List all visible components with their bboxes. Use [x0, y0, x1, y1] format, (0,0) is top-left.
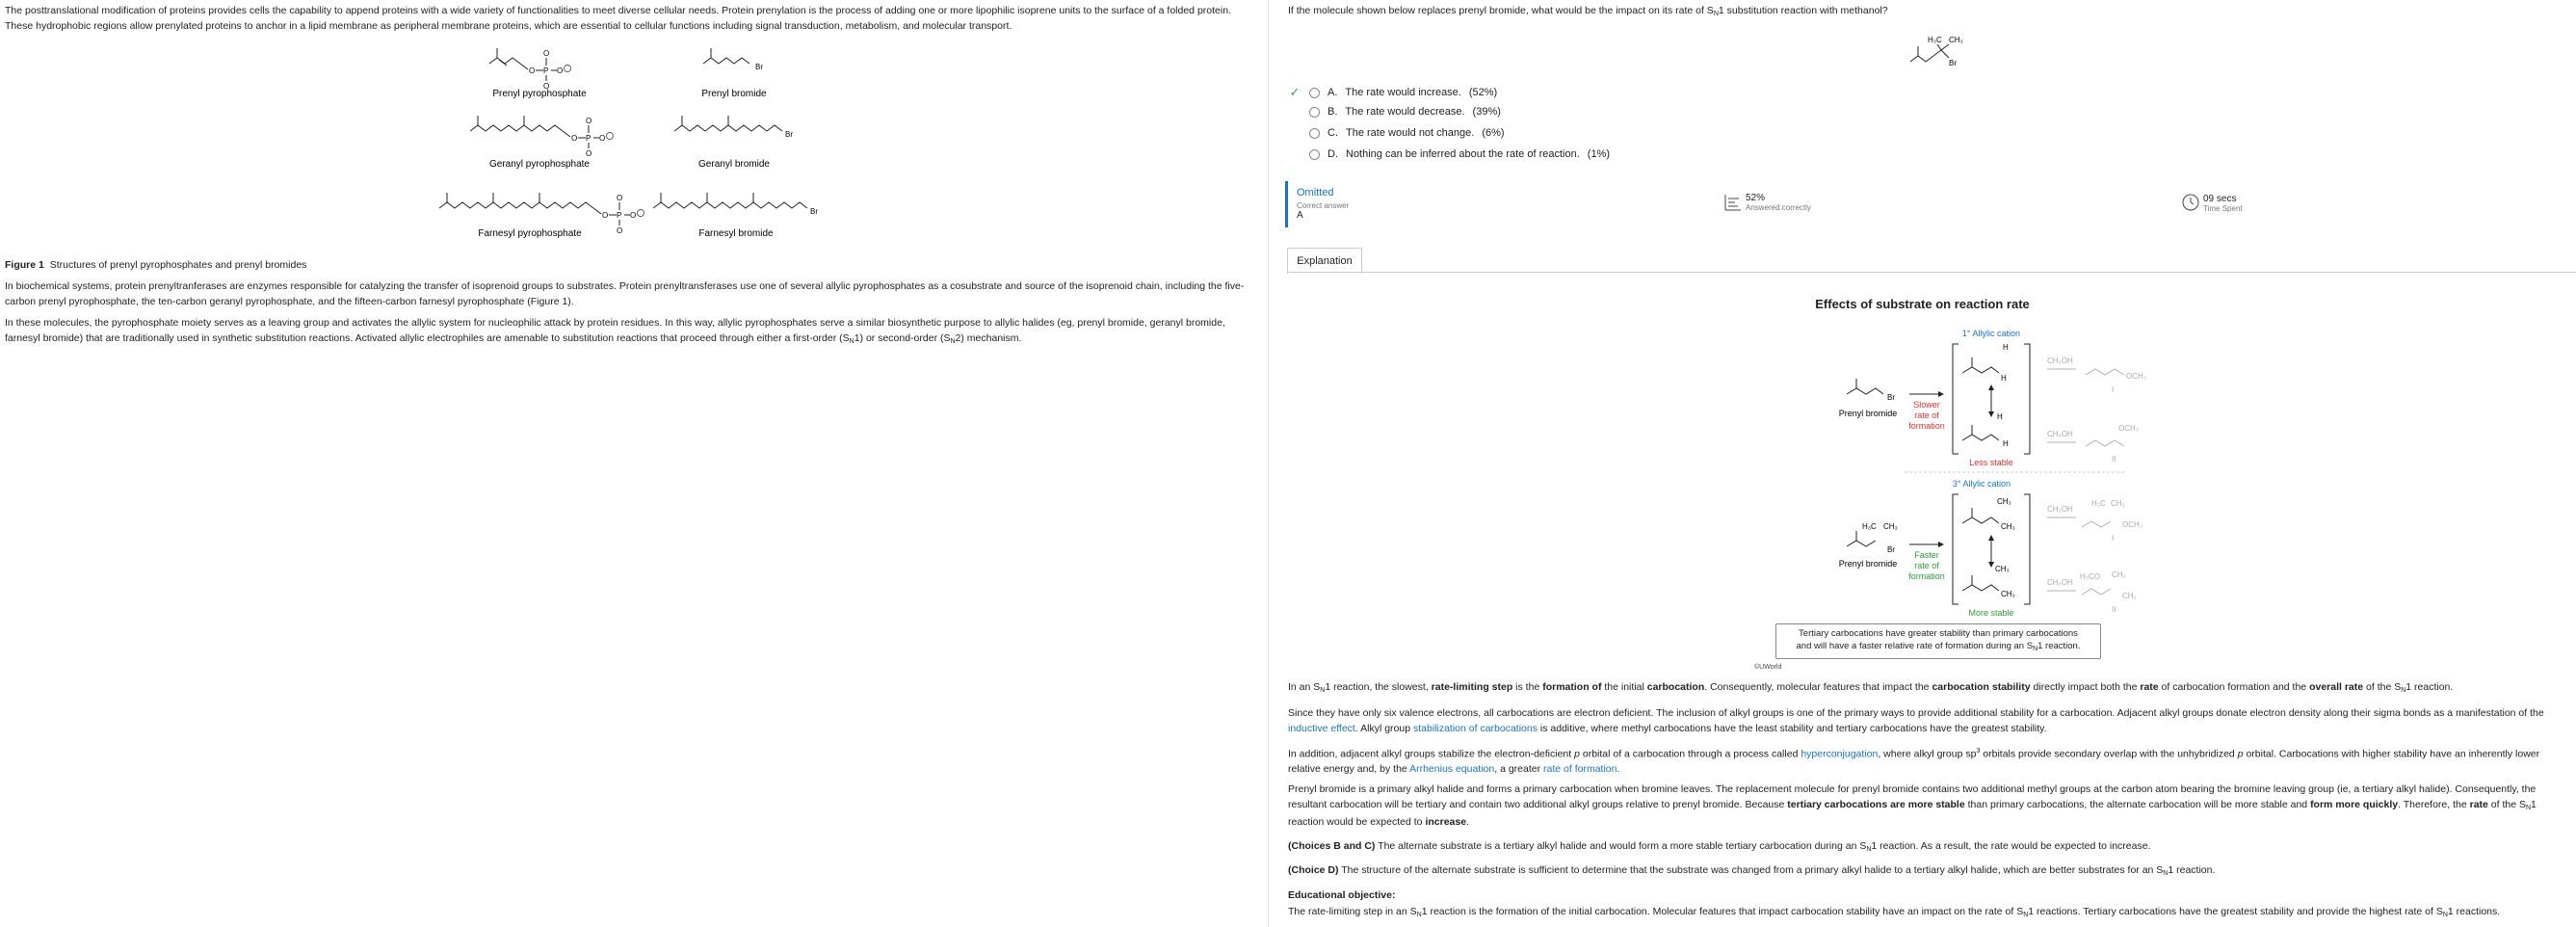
link-hyperconjugation[interactable]: hyperconjugation — [1801, 748, 1879, 760]
svg-text:OCH₃: OCH₃ — [2118, 424, 2140, 433]
explanation-para-6: (Choice D) The structure of the alternate substrate is sufficient to determine that the substrate was changed from a primary alkyl halide to a tertiary alkyl halide, which are better substrates for an $S_N1$ reaction. — [1288, 864, 2216, 877]
bar-chart-icon — [1723, 193, 1743, 212]
geranyl-pyrophosphate-label: Geranyl pyrophosphate — [489, 159, 590, 170]
svg-text:Br: Br — [1887, 393, 1895, 402]
reaction-scheme — [1837, 323, 2242, 670]
radio-b[interactable] — [1309, 107, 1320, 118]
percent-correct: 52% — [1746, 193, 1766, 203]
svg-text:Br: Br — [1949, 59, 1957, 67]
svg-text:CH₃OH: CH₃OH — [2047, 578, 2073, 587]
choice-b[interactable]: B. The rate would decrease. (39%) — [1288, 106, 1501, 118]
svg-text:CH₃: CH₃ — [1997, 497, 2011, 506]
svg-text:CH₃: CH₃ — [2122, 592, 2137, 600]
svg-text:Prenyl bromide: Prenyl bromide — [1838, 409, 1898, 418]
svg-text:H: H — [2003, 439, 2009, 448]
educational-objective-title: Educational objective: — [1288, 889, 1396, 901]
explanation-para-4: Prenyl bromide is a primary alkyl halide and forms a primary carbocation when bromine leaves. The replacement molecule for prenyl bromide contains two additional methyl groups at the carbon atom bearing the bromine leaving group (ie, a tertiary alkyl halide). Consequently, the resultant carbocation will be tertiary and contain two additional alkyl groups relative to prenyl bromide. Because tertiary carbocations are more stable than primary carbocations, the alternate carbocation will be more stable and form more quickly. Therefore, the rate of the $S_N1$ reaction would be expected to increase. — [1288, 783, 2537, 828]
svg-text:I: I — [2112, 534, 2115, 543]
correct-check-icon: ✓ — [1289, 85, 1301, 99]
svg-text:1° Allylic cation: 1° Allylic cation — [1961, 329, 2021, 338]
radio-d[interactable] — [1309, 149, 1320, 160]
omitted-status: Omitted — [1297, 187, 1334, 199]
figure-caption-text: Structures of prenyl pyrophosphates and prenyl bromides — [49, 259, 307, 271]
choice-d[interactable]: D. Nothing can be inferred about the rate of reaction. (1%) — [1288, 148, 1610, 160]
tab-explanation[interactable]: Explanation — [1287, 248, 1362, 274]
radio-c[interactable] — [1309, 128, 1320, 139]
svg-text:CH₃OH: CH₃OH — [2047, 505, 2073, 514]
choice-a[interactable]: ✓ A. The rate would increase. (52%) — [1289, 85, 1498, 99]
svg-text:formation: formation — [1908, 421, 1945, 431]
link-stabilization-of-carbocations[interactable]: stabilization of carbocations — [1412, 722, 1538, 734]
svg-text:Prenyl bromide: Prenyl bromide — [1838, 559, 1898, 569]
svg-text:CH₃: CH₃ — [1995, 565, 2010, 573]
choice-c[interactable]: C. The rate would not change. (6%) — [1288, 127, 1505, 139]
correct-answer-value: A — [1297, 210, 1303, 221]
svg-text:Faster: Faster — [1914, 550, 1939, 560]
prenyl-pyrophosphate-label: Prenyl pyrophosphate — [492, 89, 587, 99]
geranyl-pyrophosphate-structure — [470, 116, 614, 158]
educational-objective-text: The rate-limiting step in an $S_N1$ reaction is the formation of the initial carbocation. Molecular features that impact carbocation stability have an impact on the rate of $S_N1$ reactions. Tertiary carbocations have the greatest stability and provide the highest rate of $S_N1$ reactions. — [1288, 906, 2501, 918]
question-stem: If the molecule shown below replaces prenyl bromide, what would be the impact on its rate of $S_N1$ substitution reaction with methanol? — [1288, 5, 1888, 17]
svg-text:rate of: rate of — [1914, 561, 1939, 570]
svg-text:II: II — [2112, 455, 2116, 464]
svg-text:formation: formation — [1908, 571, 1945, 581]
svg-text:OCH₃: OCH₃ — [2122, 520, 2143, 529]
svg-text:More stable: More stable — [1968, 608, 2014, 618]
farnesyl-bromide-label: Farnesyl bromide — [698, 228, 774, 239]
prenyl-bromide-structure — [703, 48, 763, 71]
svg-text:H₃C: H₃C — [1928, 36, 1942, 44]
link-arrhenius-equation[interactable]: Arrhenius equation — [1409, 763, 1495, 775]
explanation-para-1: In an $S_N1$ reaction, the slowest, rate-limiting step is the formation of the initial carbocation. Consequently, molecular features that impact the carbocation stability directly impact both the rate of carbocation formation and the overall rate of the $S_N1$ reaction. — [1288, 681, 2454, 694]
tab-underline — [1287, 272, 2576, 273]
radio-a[interactable] — [1309, 88, 1320, 98]
time-spent: 09 secs — [2203, 194, 2237, 204]
explanation-para-3: In addition, adjacent alkyl groups stabilize the electron-deficient p orbital of a carbocation through a process called hyperconjugation, where alkyl group $sp^3$ orbitals provide secondary overlap with the unhybridized p orbital. Carbocations with higher stability have an inherently lower relative energy and, by the Arrhenius equation, a greater rate of formation. — [1288, 748, 2540, 775]
bromine-label: Br — [810, 207, 818, 216]
farnesyl-bromide-structure — [653, 193, 818, 216]
passage-pane — [0, 0, 1268, 927]
svg-text:CH₃: CH₃ — [2001, 590, 2015, 598]
link-inductive-effect[interactable]: inductive effect — [1288, 722, 1355, 734]
bromine-label: Br — [755, 63, 763, 71]
svg-text:Br: Br — [1887, 545, 1895, 554]
svg-text:Less stable: Less stable — [1969, 458, 2013, 467]
svg-text:CH₃: CH₃ — [1949, 36, 1963, 44]
prenyl-bromide-label: Prenyl bromide — [701, 89, 767, 99]
geranyl-bromide-label: Geranyl bromide — [698, 159, 770, 170]
figure-number: Figure 1 — [5, 259, 44, 271]
explanation-title: Effects of substrate on reaction rate — [1815, 297, 2030, 311]
figure-1: O P O O Prenyl pyrophosphate Br Prenyl bromide Geranyl pyrophosphate Br Geranyl bromide Farnesyl pyrophosphate Br Farnesyl bromide — [9, 38, 818, 239]
link-rate-of-formation[interactable]: rate of formation — [1543, 763, 1617, 775]
clock-icon — [2182, 194, 2199, 211]
svg-text:H₃CO: H₃CO — [2080, 572, 2101, 581]
svg-text:CH₃: CH₃ — [2112, 570, 2126, 579]
passage-intro: The posttranslational modification of proteins provides cells the capability to append proteins with a wide variety of functionalities to meet diverse cellular needs. Protein prenylation is the process of adding one or more lipophilic isoprene units to the surface of a folded protein. These hydrophobic regions allow prenylated proteins to anchor in a lipid membrane as peripheral membrane proteins, which are essential to cellular functions including signal transduction, metabolism, and molecular transport. — [5, 5, 1231, 32]
scheme-note-box: Tertiary carbocations have greater stability than primary carbocations and will have a faster relative rate of formation during an $S_N1$ reaction. — [1775, 623, 2101, 659]
svg-text:CH₃OH: CH₃OH — [2047, 357, 2073, 365]
explanation-para-2: Since they have only six valence electrons, all carbocations are electron deficient. The inclusion of alkyl groups is one of the primary ways to provide additional stability for a carbocation. Adjacent alkyl groups donate electron density along their sigma bonds as a manifestation of the inductive effect. Alkyl group stabilization of carbocations is additive, where methyl carbocations have the least stability and tertiary carbocations have the greatest stability. — [1288, 707, 2544, 734]
svg-text:II: II — [2112, 605, 2116, 614]
svg-text:CH₃OH: CH₃OH — [2047, 430, 2073, 438]
svg-text:Slower: Slower — [1913, 400, 1940, 410]
passage-para-2: In biochemical systems, protein prenyltranferases are enzymes responsible for catalyzing the transfer of isoprenoid groups to substrates. Protein prenyltransferases use one of several allylic pyrophosphates as a cosubstrate and source of the isoprenoid chain, including the five-carbon prenyl pyrophosphate, the ten-carbon geranyl pyrophosphate, and the fifteen-carbon farnesyl pyrophosphate (Figure 1). — [5, 280, 1245, 307]
svg-text:H: H — [1997, 412, 2003, 421]
copyright: ©UWorld — [1754, 664, 1782, 671]
question-pane — [1269, 0, 2576, 927]
answer-stats-bar: Omitted Correct answer A 52% Answered correctly 09 secs Time Spent — [1285, 181, 2576, 227]
svg-text:CH₃: CH₃ — [1883, 522, 1898, 531]
prenyl-pyrophosphate-structure — [489, 48, 571, 91]
bromine-label: Br — [785, 130, 793, 139]
svg-text:H: H — [2003, 343, 2009, 352]
svg-text:3° Allylic cation: 3° Allylic cation — [1952, 479, 2011, 489]
svg-text:CH₃: CH₃ — [2111, 499, 2125, 508]
passage-para-3: In these molecules, the pyrophosphate moiety serves as a leaving group and activates the allylic system for nucleophilic attack by protein residues. In this way, allylic pyrophosphates serve a similar biosynthetic purpose to allylic halides (eg, prenyl bromide, geranyl bromide, farnesyl bromide) that are traditionally used in synthetic substitution reactions. Activated allylic electrophiles are amenable to substitution reactions that proceed through either a first-order $(S_N1)$ or second-order $(S_N2)$ mechanism. — [5, 317, 1225, 345]
svg-text:H₃C: H₃C — [2091, 499, 2106, 508]
replacement-molecule — [1906, 29, 1984, 77]
svg-text:H₃C: H₃C — [1862, 522, 1877, 531]
svg-text:I: I — [2112, 385, 2115, 394]
figure-caption — [5, 258, 306, 274]
geranyl-bromide-structure — [674, 116, 793, 139]
svg-text:OCH₃: OCH₃ — [2126, 372, 2147, 381]
svg-text:H: H — [2001, 374, 2007, 383]
svg-text:rate of: rate of — [1914, 411, 1939, 420]
farnesyl-pyrophosphate-label: Farnesyl pyrophosphate — [478, 228, 582, 239]
svg-text:CH₃: CH₃ — [2001, 522, 2015, 531]
explanation-para-5: (Choices B and C) The alternate substrate is a tertiary alkyl halide and would form a more stable tertiary carbocation during an $S_N1$ reaction. As a result, the rate would be expected to increase. — [1288, 840, 2151, 853]
